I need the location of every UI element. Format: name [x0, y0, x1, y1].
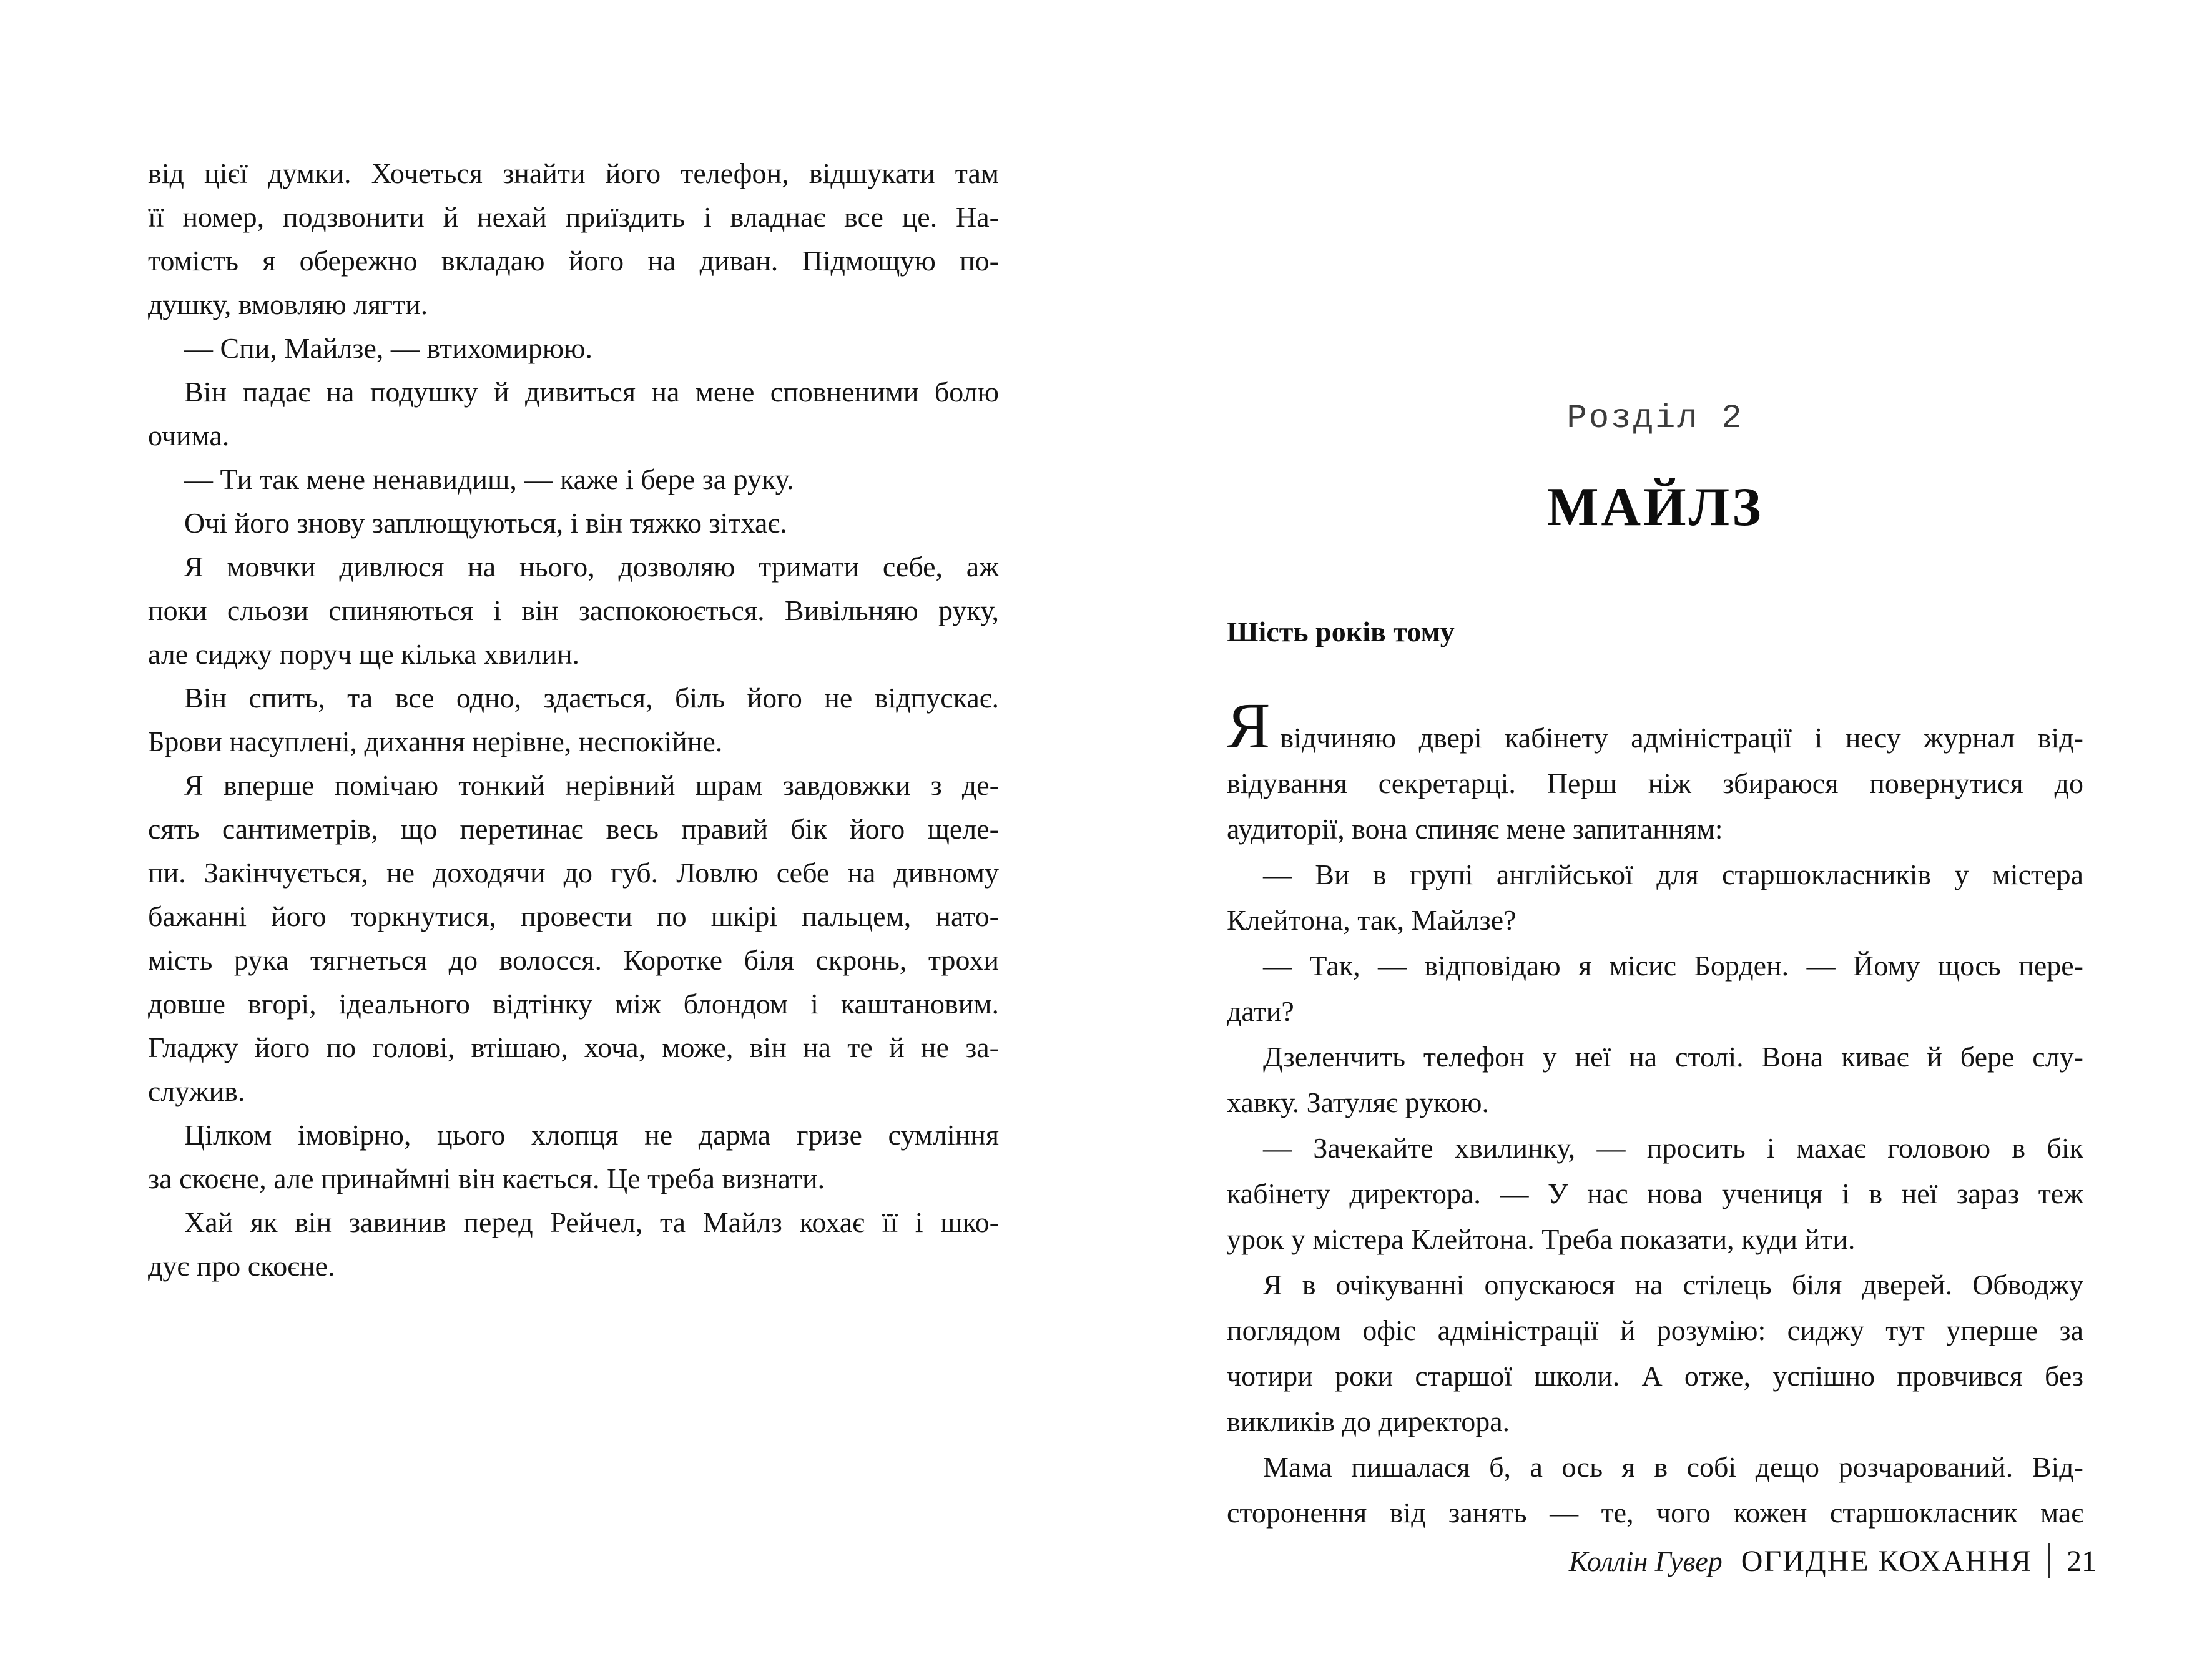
right-page-text [1227, 690, 2083, 1535]
paragraph-line: Клейтона, так, Майлзе? [1227, 904, 1516, 936]
paragraph-line: бажанні його торкнутися, провести по шкірі пальцем, нато- [148, 900, 999, 932]
paragraph-line: кабінету директора. — У нас нова учениця і в неї зараз теж [1227, 1178, 2083, 1209]
chapter-title: МАЙЛЗ [1546, 477, 1764, 538]
paragraph-line: Я в очікуванні опускаюся на стілець біля дверей. Обводжу [1263, 1269, 2083, 1301]
paragraph-line: душку, вмовляю лягти. [148, 288, 428, 320]
paragraph-line: служив. [148, 1075, 245, 1107]
paragraph-line: за скоєне, але принаймні він кається. Це треба визнати. [148, 1163, 825, 1194]
paragraph-line: Цілком імовірно, цього хлопця не дарма гризе сумління [184, 1119, 999, 1151]
running-footer [1569, 1543, 2096, 1578]
paragraph-line: її номер, подзвонити й нехай приїздить і владнає все це. На- [148, 201, 999, 233]
footer-divider [2048, 1543, 2050, 1578]
paragraph-line: Дзеленчить телефон у неї на столі. Вона киває й бере слу- [1263, 1041, 2083, 1073]
paragraph-line: — Спи, Майлзе, — втихомирюю. [184, 332, 593, 364]
section-heading: Шість років тому [1227, 616, 1455, 647]
paragraph-line: Мама пишалася б, а ось я в собі дещо розчарований. Від- [1263, 1451, 2083, 1483]
paragraph-line: томість я обережно вкладаю його на диван. Підмощую по- [148, 245, 999, 277]
paragraph-line: поглядом офіс адміністрації й розумію: сиджу тут уперше за [1227, 1314, 2083, 1346]
paragraph-line: — Так, — відповідаю я місис Борден. — Йому щось пере- [1263, 950, 2083, 982]
paragraph-line: хавку. Затуляє рукою. [1227, 1086, 1489, 1118]
paragraph-line: — Ти так мене ненавидиш, — каже і бере за руку. [184, 463, 794, 495]
chapter-label: Розділ 2 [1566, 400, 1744, 438]
paragraph-line: сять сантиметрів, що перетинає весь правий бік його щеле- [148, 813, 999, 845]
paragraph-line: мість рука тягнеться до волосся. Коротке біля скронь, трохи [148, 944, 999, 976]
paragraph-line: Я мовчки дивлюся на нього, дозволяю тримати себе, аж [184, 551, 999, 583]
paragraph-line: дує про скоєне. [148, 1250, 335, 1282]
left-page-text [148, 152, 999, 1288]
paragraph-line: викликів до директора. [1227, 1405, 1510, 1437]
paragraph-line: Явідчиняю двері кабінету адміністрації і несу журнал від- [1227, 690, 2083, 762]
footer-author: Коллін Гувер [1568, 1545, 1723, 1577]
paragraph-line: поки сльози спиняються і він заспокоюється. Вивільняю руку, [148, 594, 999, 626]
paragraph-line: Очі його знову заплющуються, і він тяжко зітхає. [184, 507, 787, 539]
paragraph-line: аудиторії, вона спиняє мене запитанням: [1227, 813, 1723, 845]
paragraph-line: Я вперше помічаю тонкий нерівний шрам завдовжки з де- [184, 769, 999, 801]
paragraph-line: Гладжу його по голові, втішаю, хоча, може, він на те й не за- [148, 1031, 999, 1063]
drop-cap-initial: Я [1227, 690, 1271, 762]
paragraph-line: довше вгорі, ідеального відтінку між блондом і каштановим. [148, 988, 999, 1020]
page-number: 21 [2067, 1544, 2096, 1578]
paragraph-line: — Зачекайте хвилинку, — просить і махає головою в бік [1263, 1132, 2083, 1164]
paragraph-line: але сиджу поруч ще кілька хвилин. [148, 638, 580, 670]
paragraph-line: Він спить, та все одно, здається, біль його не відпускає. [184, 682, 999, 714]
paragraph-line: Хай як він завинив перед Рейчел, та Майлз кохає її і шко- [184, 1206, 999, 1238]
paragraph-line: дати? [1227, 995, 1294, 1027]
paragraph-line: — Ви в групі англійської для старшокласників у містера [1263, 859, 2083, 890]
footer-book-title: ОГИДНЕ КОХАННЯ [1741, 1544, 2032, 1578]
paragraph-line: від цієї думки. Хочеться знайти його телефон, відшукати там [148, 157, 999, 189]
paragraph-line: очима. [148, 420, 230, 451]
paragraph-line: Брови насуплені, дихання нерівне, неспокійне. [148, 726, 723, 757]
paragraph-line: Він падає на подушку й дивиться на мене сповненими болю [184, 376, 999, 408]
paragraph-line: відування секретарці. Перш ніж збираюся повернутися до [1227, 767, 2083, 799]
paragraph-line: чотири роки старшої школи. А отже, успішно провчився без [1227, 1360, 2083, 1392]
paragraph-line: урок у містера Клейтона. Треба показати, куди йти. [1227, 1223, 1856, 1255]
paragraph-line: сторонення від занять — те, чого кожен старшокласник має [1227, 1497, 2083, 1529]
paragraph-line: пи. Закінчується, не доходячи до губ. Ловлю себе на дивному [148, 857, 999, 889]
